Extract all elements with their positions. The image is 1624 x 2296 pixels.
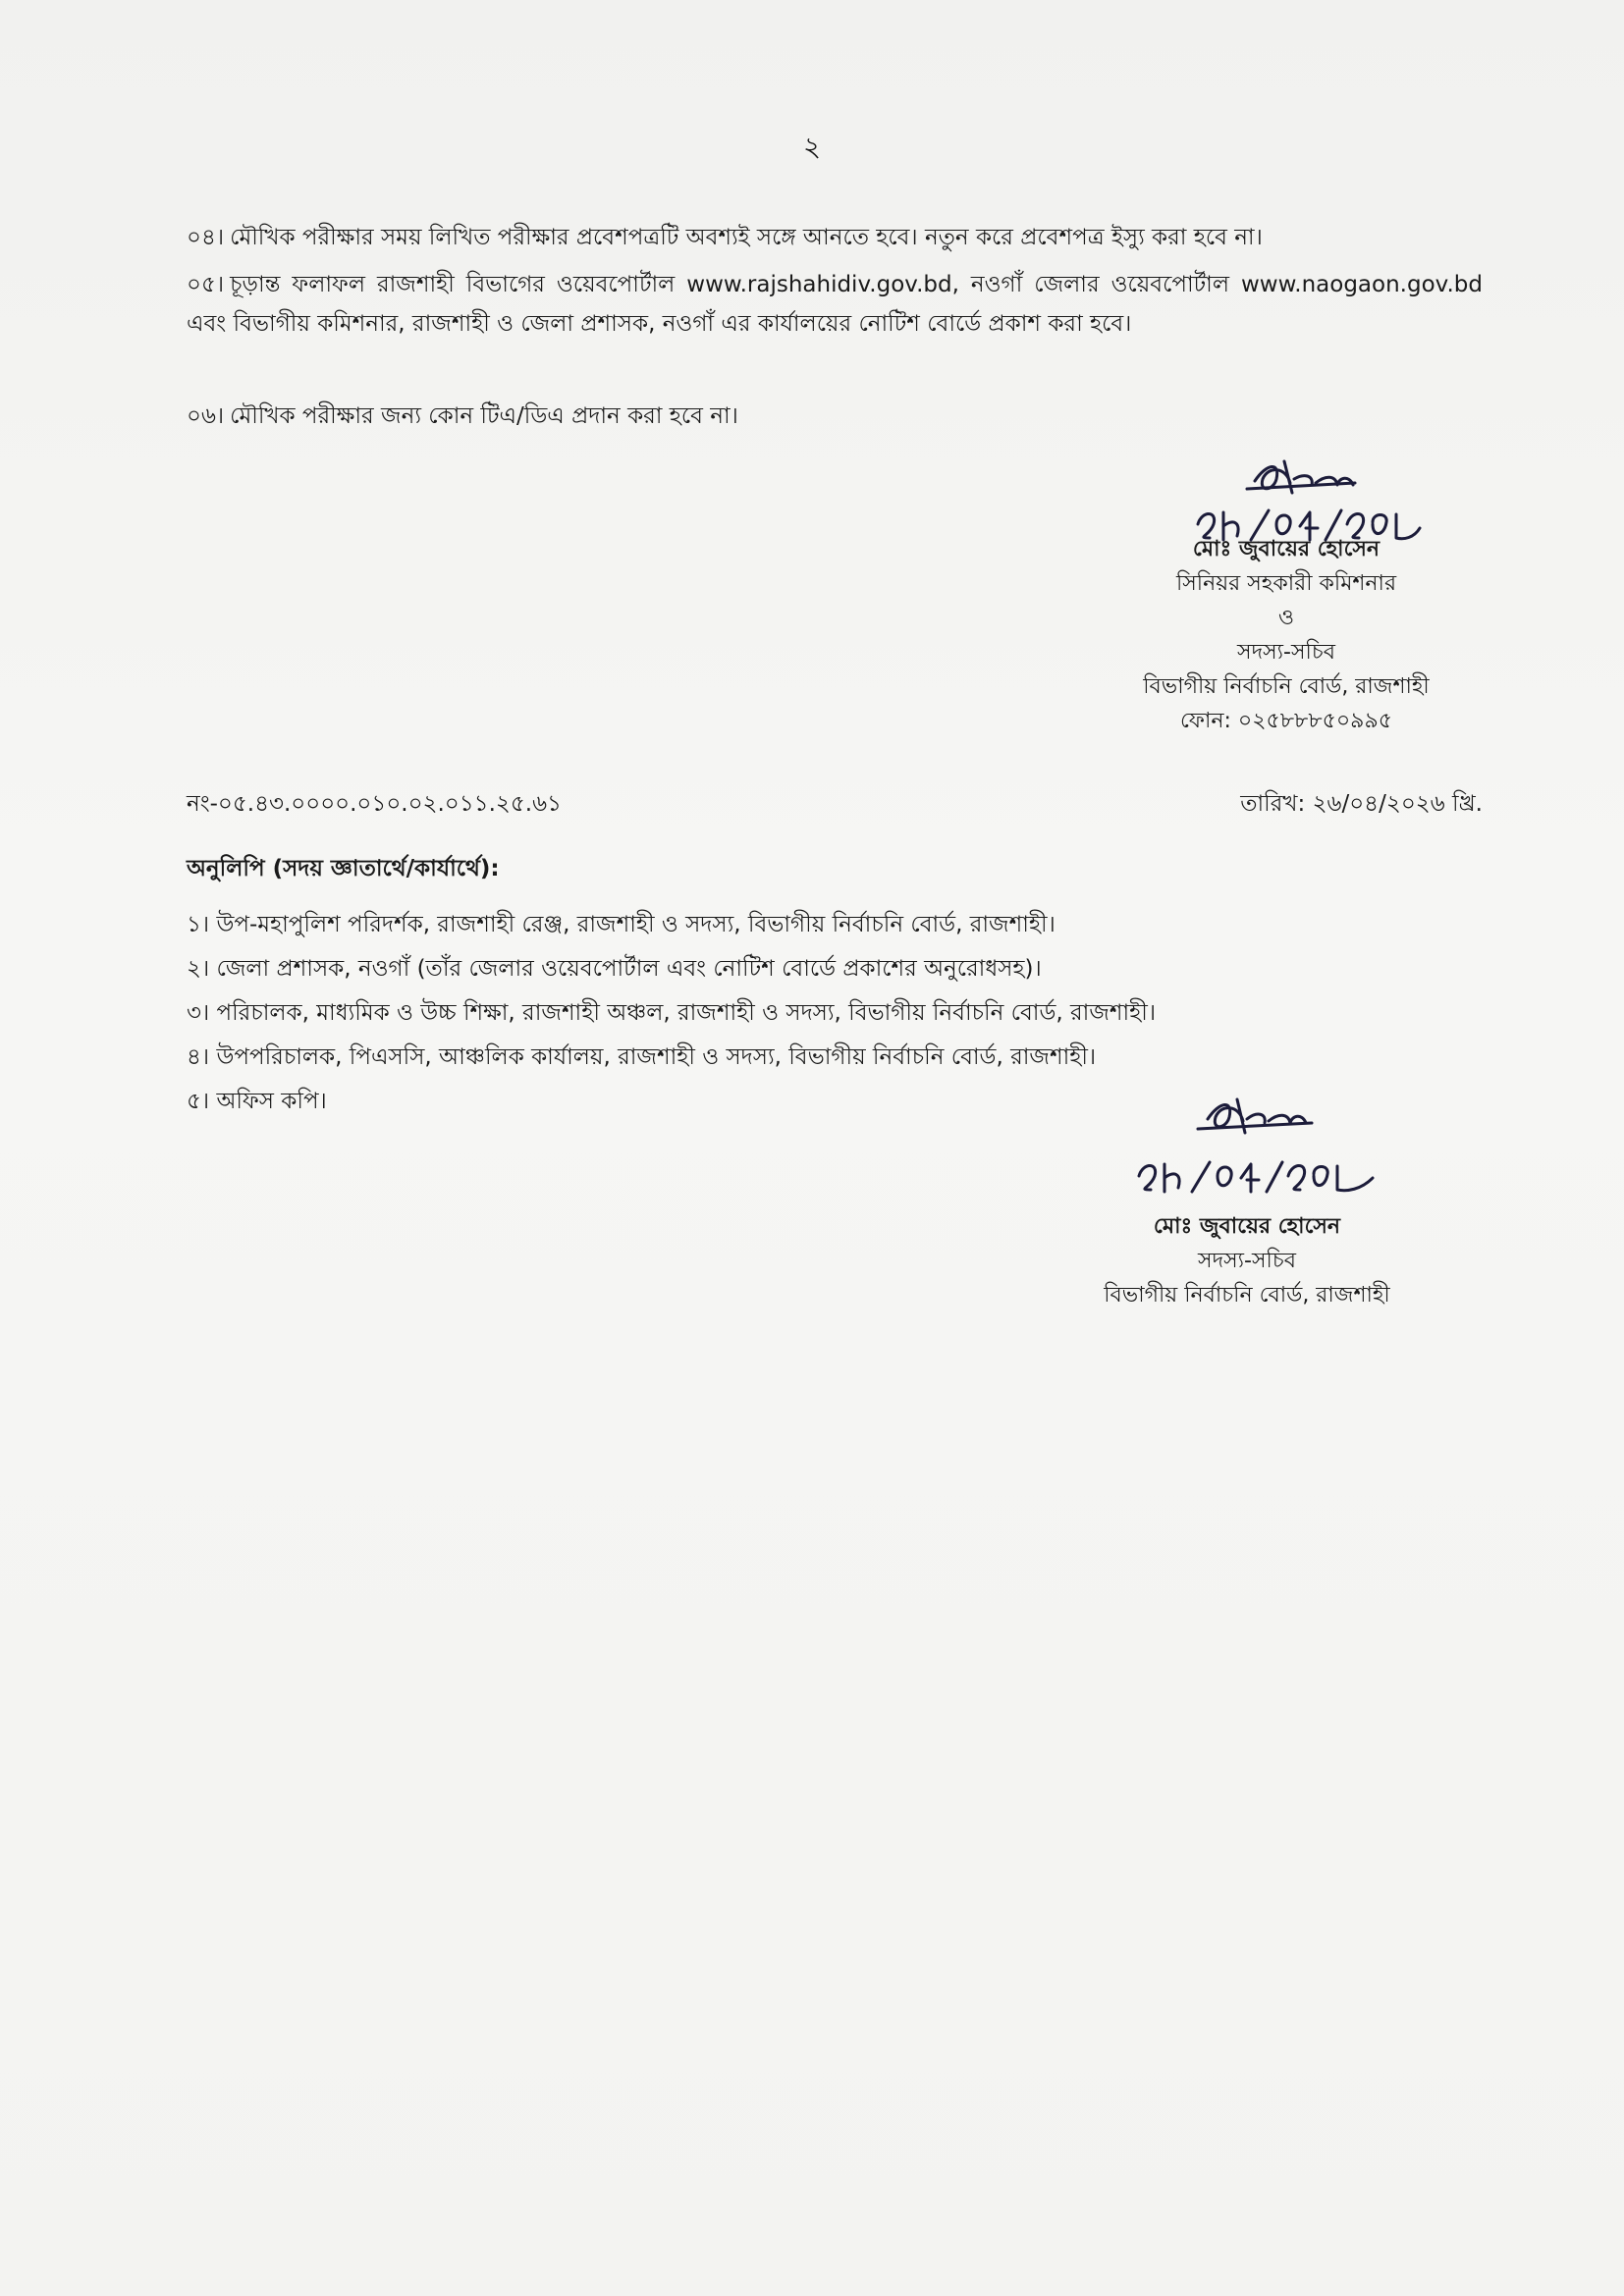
list-item: ১। উপ-মহাপুলিশ পরিদর্শক, রাজশাহী রেঞ্জ, রাজশাহী ও সদস্য, বিভাগীয় নির্বাচনি বোর্ড, রাজশাহী। <box>187 912 1056 937</box>
signatory-designation: সদস্য-সচিব <box>1198 1249 1296 1273</box>
signatory-office: বিভাগীয় নির্বাচনি বোর্ড, রাজশাহী <box>1104 1283 1390 1308</box>
signatory-designation-2: সদস্য-সচিব <box>1237 640 1335 665</box>
paragraph-text: মৌখিক পরীক্ষার সময় লিখিত পরীক্ষার প্রবেশপত্রটি অবশ্যই সঙ্গে আনতে হবে। নতুন করে প্রবেশপত্র ইস্যু করা হবে না। <box>230 225 1263 250</box>
signatory-phone: ফোন: ০২৫৮৮৮৫০৯৯৫ <box>1179 709 1393 733</box>
paragraph-06 <box>187 397 1483 436</box>
signatory-name: মোঃ জুবায়ের হোসেন <box>1153 1214 1341 1239</box>
paragraph-number: ০৫। <box>187 272 225 297</box>
memo-number: নং-০৫.৪৩.০০০০.০১০.০২.০১১.২৫.৬১ <box>187 791 562 817</box>
signatory-block-2 <box>1070 1209 1424 1312</box>
list-item: ৩। পরিচালক, মাধ্যমিক ও উচ্চ শিক্ষা, রাজশাহী অঞ্চল, রাজশাহী ও সদস্য, বিভাগীয় নির্বাচনি বোর্ড, রাজশাহী। <box>187 1000 1157 1026</box>
signatory-conjunction: ও <box>1277 606 1295 630</box>
paragraph-number: ০৬। <box>187 403 225 429</box>
list-item: ৫। অফিস কপি। <box>187 1089 327 1114</box>
signatory-designation: সিনিয়র সহকারী কমিশনার <box>1175 571 1397 596</box>
handwritten-signature <box>1119 1090 1394 1207</box>
signatory-name: মোঃ জুবায়ের হোসেন <box>1192 537 1380 561</box>
signatory-block-1 <box>1090 532 1483 738</box>
paragraph-05 <box>187 265 1483 344</box>
signatory-office: বিভাগীয় নির্বাচনি বোর্ড, রাজশাহী <box>1143 674 1430 699</box>
list-item: ৪। উপপরিচালক, পিএসসি, আঞ্চলিক কার্যালয়, রাজশাহী ও সদস্য, বিভাগীয় নির্বাচনি বোর্ড, রাজশাহী। <box>187 1044 1097 1070</box>
copy-to-heading: অনুলিপি (সদয় জ্ঞাতার্থে/কার্যার্থে): <box>187 856 500 881</box>
paragraph-number: ০৪। <box>187 225 225 250</box>
memo-row <box>187 785 1483 825</box>
paragraph-text: মৌখিক পরীক্ষার জন্য কোন টিএ/ডিএ প্রদান করা হবে না। <box>230 403 738 429</box>
list-item: ২। জেলা প্রশাসক, নওগাঁ (তাঁর জেলার ওয়েবপোর্টাল এবং নোটিশ বোর্ডে প্রকাশের অনুরোধসহ)। <box>187 956 1042 982</box>
paragraph-04 <box>187 218 1483 257</box>
paragraph-text: চূড়ান্ত ফলাফল রাজশাহী বিভাগের ওয়েবপোর্টাল www.rajshahidiv.gov.bd, নওগাঁ জেলার ওয়েবপোর্টাল www.naogaon.gov.bd এবং বিভাগীয় কমিশনার, রাজশাহী ও জেলা প্রশাসক, নওগাঁ এর কার্যালয়ের নোটিশ বোর্ডে প্রকাশ করা হবে। <box>187 272 1483 337</box>
page-number: ২ <box>802 131 822 163</box>
memo-date: তারিখ: ২৬/০৪/২০২৬ খ্রি. <box>1240 791 1483 817</box>
